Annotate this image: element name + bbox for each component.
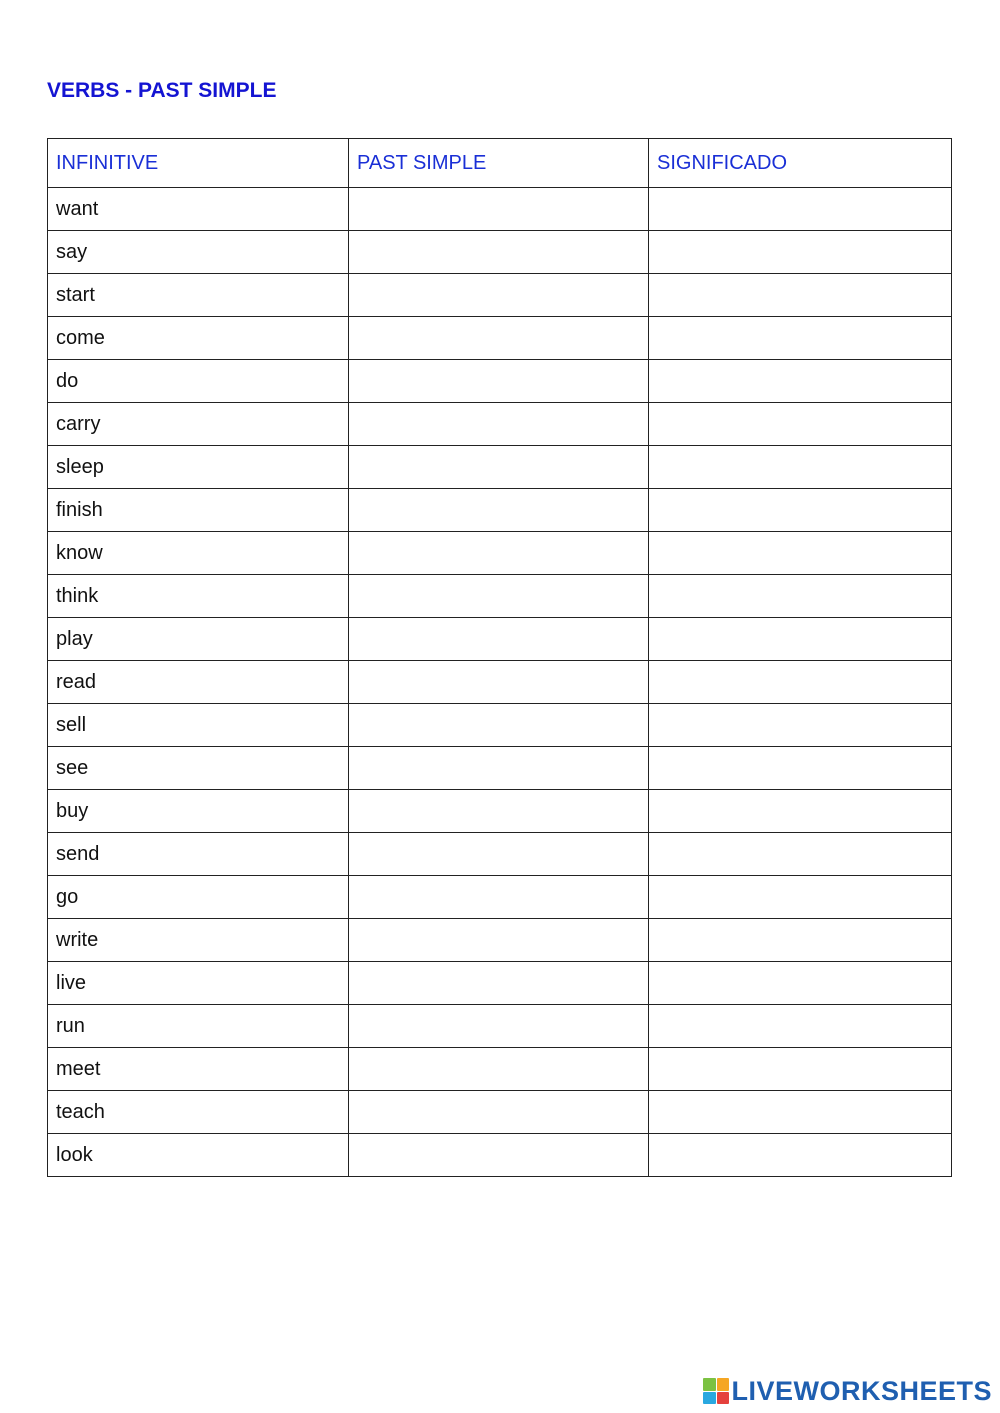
past-simple-answer-cell[interactable] <box>349 532 649 575</box>
significado-answer-cell[interactable] <box>649 790 952 833</box>
past-simple-answer-cell[interactable] <box>349 317 649 360</box>
significado-answer-cell[interactable] <box>649 446 952 489</box>
table-row <box>48 790 952 833</box>
table-row <box>48 360 952 403</box>
past-simple-answer-cell[interactable] <box>349 1005 649 1048</box>
past-simple-answer-cell[interactable] <box>349 575 649 618</box>
infinitive-cell: do <box>48 360 349 403</box>
past-simple-answer-cell[interactable] <box>349 1091 649 1134</box>
brand-name: LIVEWORKSHEETS <box>731 1375 992 1406</box>
header-infinitive: INFINITIVE <box>48 139 349 188</box>
header-significado: SIGNIFICADO <box>649 139 952 188</box>
table-row <box>48 231 952 274</box>
infinitive-cell: think <box>48 575 349 618</box>
significado-answer-cell[interactable] <box>649 876 952 919</box>
table-row <box>48 403 952 446</box>
past-simple-answer-cell[interactable] <box>349 962 649 1005</box>
significado-answer-cell[interactable] <box>649 188 952 231</box>
significado-answer-cell[interactable] <box>649 833 952 876</box>
past-simple-answer-cell[interactable] <box>349 661 649 704</box>
past-simple-answer-cell[interactable] <box>349 188 649 231</box>
infinitive-cell: carry <box>48 403 349 446</box>
infinitive-cell: come <box>48 317 349 360</box>
significado-answer-cell[interactable] <box>649 317 952 360</box>
page-title: VERBS - PAST SIMPLE <box>47 79 277 102</box>
significado-answer-cell[interactable] <box>649 575 952 618</box>
significado-answer-cell[interactable] <box>649 403 952 446</box>
table-row <box>48 1005 952 1048</box>
brand-footer <box>703 1375 992 1407</box>
table-row <box>48 618 952 661</box>
table-row <box>48 446 952 489</box>
past-simple-answer-cell[interactable] <box>349 790 649 833</box>
significado-answer-cell[interactable] <box>649 231 952 274</box>
significado-answer-cell[interactable] <box>649 1091 952 1134</box>
infinitive-cell: go <box>48 876 349 919</box>
infinitive-cell: say <box>48 231 349 274</box>
significado-answer-cell[interactable] <box>649 747 952 790</box>
significado-answer-cell[interactable] <box>649 489 952 532</box>
past-simple-answer-cell[interactable] <box>349 360 649 403</box>
significado-answer-cell[interactable] <box>649 618 952 661</box>
table-row <box>48 962 952 1005</box>
infinitive-cell: teach <box>48 1091 349 1134</box>
past-simple-answer-cell[interactable] <box>349 231 649 274</box>
table-row <box>48 704 952 747</box>
past-simple-answer-cell[interactable] <box>349 833 649 876</box>
past-simple-answer-cell[interactable] <box>349 403 649 446</box>
infinitive-cell: meet <box>48 1048 349 1091</box>
table-row <box>48 575 952 618</box>
past-simple-answer-cell[interactable] <box>349 274 649 317</box>
infinitive-cell: sleep <box>48 446 349 489</box>
table-row <box>48 919 952 962</box>
infinitive-cell: send <box>48 833 349 876</box>
significado-answer-cell[interactable] <box>649 1005 952 1048</box>
significado-answer-cell[interactable] <box>649 661 952 704</box>
past-simple-answer-cell[interactable] <box>349 618 649 661</box>
past-simple-answer-cell[interactable] <box>349 1134 649 1177</box>
table-row <box>48 1091 952 1134</box>
infinitive-cell: buy <box>48 790 349 833</box>
infinitive-cell: sell <box>48 704 349 747</box>
liveworksheets-logo-icon <box>703 1378 729 1404</box>
infinitive-cell: know <box>48 532 349 575</box>
infinitive-cell: read <box>48 661 349 704</box>
table-header-row <box>48 139 952 188</box>
table-row <box>48 833 952 876</box>
table-row <box>48 274 952 317</box>
table-row <box>48 532 952 575</box>
infinitive-cell: run <box>48 1005 349 1048</box>
infinitive-cell: look <box>48 1134 349 1177</box>
infinitive-cell: want <box>48 188 349 231</box>
infinitive-cell: see <box>48 747 349 790</box>
significado-answer-cell[interactable] <box>649 704 952 747</box>
table-row <box>48 317 952 360</box>
past-simple-answer-cell[interactable] <box>349 1048 649 1091</box>
table-row <box>48 876 952 919</box>
past-simple-answer-cell[interactable] <box>349 704 649 747</box>
significado-answer-cell[interactable] <box>649 962 952 1005</box>
significado-answer-cell[interactable] <box>649 360 952 403</box>
table-row <box>48 661 952 704</box>
table-row <box>48 1134 952 1177</box>
infinitive-cell: finish <box>48 489 349 532</box>
past-simple-answer-cell[interactable] <box>349 876 649 919</box>
table-row <box>48 489 952 532</box>
significado-answer-cell[interactable] <box>649 1048 952 1091</box>
infinitive-cell: play <box>48 618 349 661</box>
verbs-table <box>47 138 952 1177</box>
significado-answer-cell[interactable] <box>649 919 952 962</box>
past-simple-answer-cell[interactable] <box>349 919 649 962</box>
table-row <box>48 1048 952 1091</box>
infinitive-cell: write <box>48 919 349 962</box>
past-simple-answer-cell[interactable] <box>349 489 649 532</box>
past-simple-answer-cell[interactable] <box>349 747 649 790</box>
infinitive-cell: live <box>48 962 349 1005</box>
significado-answer-cell[interactable] <box>649 274 952 317</box>
infinitive-cell: start <box>48 274 349 317</box>
significado-answer-cell[interactable] <box>649 532 952 575</box>
past-simple-answer-cell[interactable] <box>349 446 649 489</box>
table-row <box>48 188 952 231</box>
significado-answer-cell[interactable] <box>649 1134 952 1177</box>
table-row <box>48 747 952 790</box>
header-past-simple: PAST SIMPLE <box>349 139 649 188</box>
